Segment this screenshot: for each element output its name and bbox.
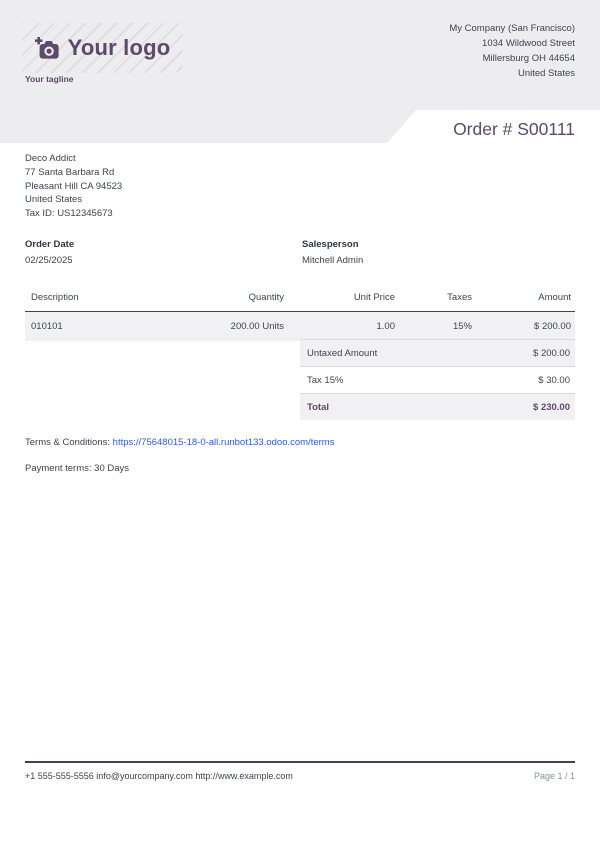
total-value: $ 230.00 [533, 401, 570, 413]
customer-tax-id: Tax ID: US12345673 [25, 208, 113, 220]
company-country: United States [517, 68, 575, 79]
customer-name: Deco Addict [25, 153, 76, 164]
salesperson-value: Mitchell Admin [302, 255, 364, 266]
terms-and-conditions [25, 437, 334, 448]
order-number-title: Order # S00111 [453, 119, 575, 139]
document-header [0, 0, 600, 143]
company-tagline: Your tagline [25, 74, 74, 84]
tax-value: $ 30.00 [538, 374, 570, 386]
table-header-row [25, 287, 575, 312]
col-header-unit-price: Unit Price [288, 287, 399, 312]
company-street: 1034 Wildwood Street [482, 38, 575, 49]
company-address [449, 21, 575, 81]
order-date-label: Order Date [25, 239, 75, 250]
salesperson-label: Salesperson [302, 239, 359, 250]
document-footer [25, 771, 575, 781]
salesperson-column [302, 239, 363, 266]
col-header-taxes: Taxes [399, 287, 476, 312]
page-number: Page 1 / 1 [533, 771, 575, 781]
logo-text: Your logo [67, 35, 171, 60]
customer-country: United States [25, 194, 83, 206]
total-label: Total [307, 401, 329, 413]
customer-city: Pleasant Hill CA 94523 [25, 180, 123, 192]
col-header-description: Description [25, 287, 180, 312]
untaxed-amount-label: Untaxed Amount [307, 347, 378, 359]
totals-section [300, 339, 575, 420]
tax-label: Tax 15% [307, 374, 344, 386]
col-header-quantity: Quantity [180, 287, 288, 312]
payment-terms: Payment terms: 30 Days [25, 463, 130, 474]
untaxed-amount-row [300, 339, 575, 366]
total-row [300, 393, 575, 420]
untaxed-amount-value: $ 200.00 [533, 347, 570, 359]
footer-divider [25, 761, 575, 763]
cell-unit-price: 1.00 [288, 312, 399, 342]
table-row [25, 312, 575, 342]
cell-taxes: 15% [399, 312, 476, 342]
order-date-value: 02/25/2025 [25, 255, 73, 266]
cell-amount: $ 200.00 [476, 312, 575, 342]
logo-placeholder [22, 23, 183, 73]
company-city: Millersburg OH 44654 [482, 53, 575, 64]
footer-contact-info: +1 555-555-5556 info@yourcompany.com http://www.example.com [25, 771, 293, 781]
terms-link[interactable]: https://75648015-18-0-all.runbot133.odoo.com/terms [112, 437, 335, 448]
camera-plus-icon [35, 37, 59, 59]
terms-label: Terms & Conditions: [25, 437, 113, 448]
order-lines-table [25, 287, 575, 341]
company-name: My Company (San Francisco) [449, 23, 575, 34]
customer-address-block [25, 152, 122, 221]
col-header-amount: Amount [476, 287, 575, 312]
cell-quantity: 200.00 Units [180, 312, 288, 342]
customer-street: 77 Santa Barbara Rd [25, 166, 115, 178]
cell-description: 010101 [25, 312, 180, 342]
tax-row [300, 366, 575, 393]
order-date-column [25, 239, 74, 266]
